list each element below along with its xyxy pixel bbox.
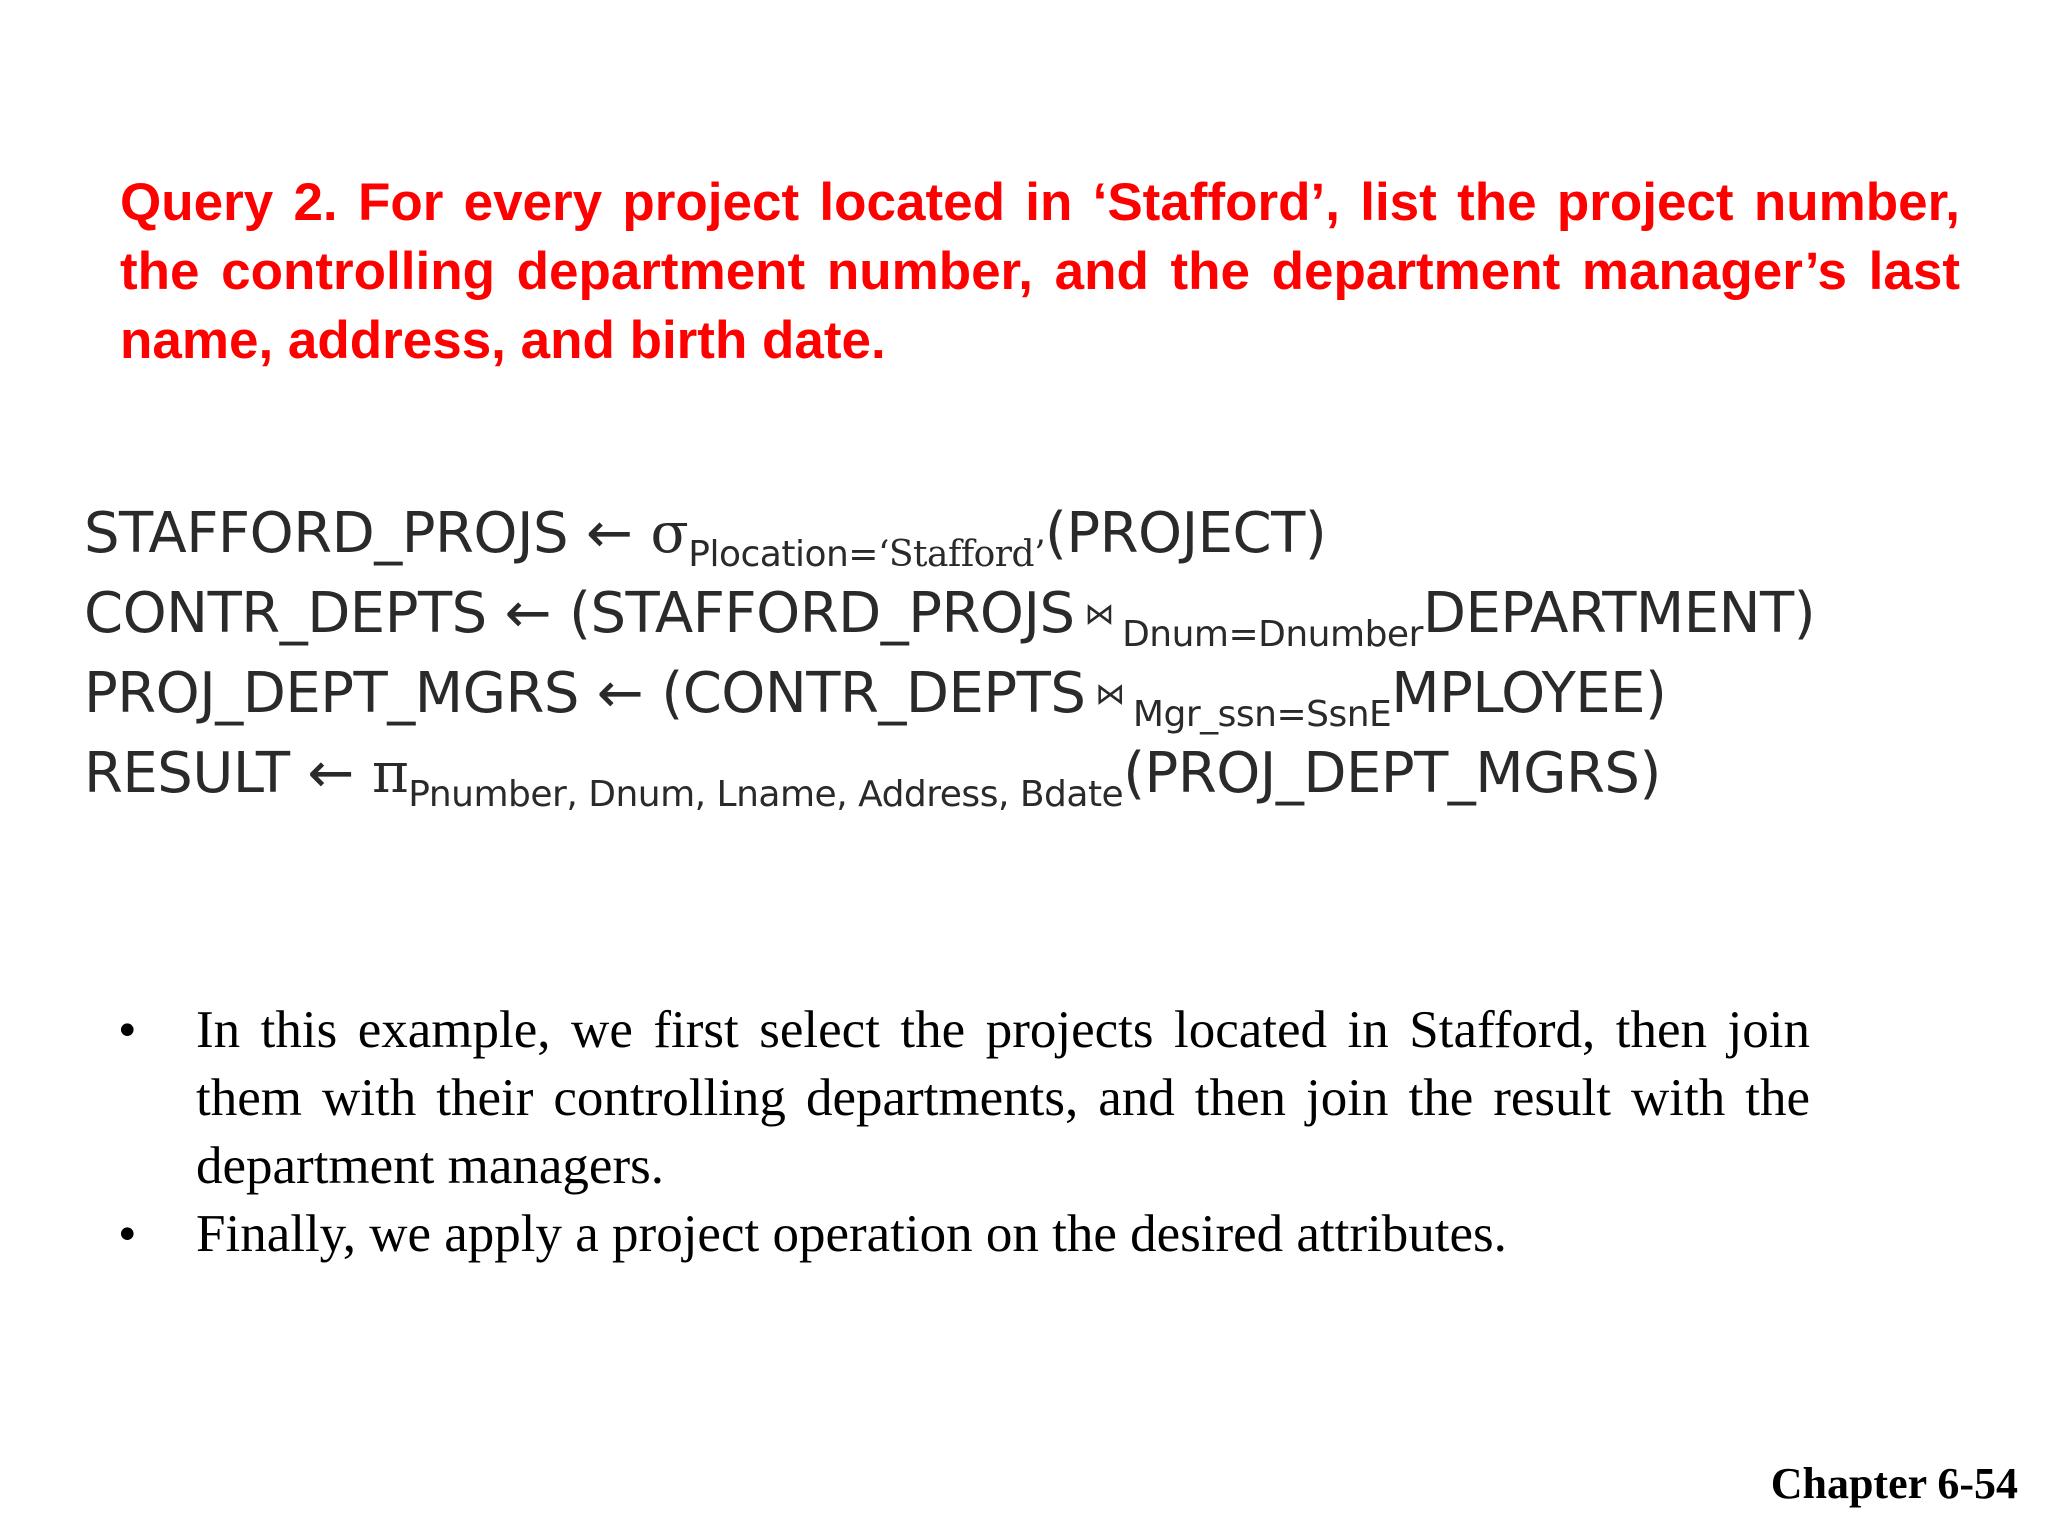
join-condition: Mgr_ssn=SsnE bbox=[1132, 694, 1392, 735]
assign-arrow: ← bbox=[307, 741, 354, 806]
list-item bbox=[110, 996, 1810, 1200]
chapter-page-label: Chapter 6-54 bbox=[1770, 1459, 2018, 1508]
join-condition: Dnum=Dnumber bbox=[1122, 614, 1423, 655]
assign-arrow: ← bbox=[596, 661, 644, 726]
bullet-icon: • bbox=[118, 1001, 137, 1059]
right-operand: MPLOYEE) bbox=[1391, 661, 1667, 726]
algebra-line-result bbox=[84, 734, 1661, 814]
join-symbol: ⋈ bbox=[1095, 677, 1125, 712]
select-condition-attribute: Plocation= bbox=[688, 534, 878, 575]
select-condition-value: ‘Stafford’ bbox=[877, 534, 1046, 575]
rhs-relation: (PROJ_DEPT_MGRS) bbox=[1123, 741, 1661, 806]
rhs-relation: (PROJECT) bbox=[1045, 501, 1327, 566]
bullet-icon: • bbox=[118, 1205, 137, 1263]
algebra-line-proj-dept-mgrs bbox=[84, 654, 1666, 734]
list-item-text: In this example, we first select the projects located in Stafford, then join them with their controlling departments, and then join the result with the department managers. bbox=[196, 1001, 1810, 1195]
projection-attributes: Pnumber, Dnum, Lname, Address, Bdate bbox=[408, 774, 1124, 815]
lhs-relation: PROJ_DEPT_MGRS bbox=[84, 661, 579, 726]
assign-arrow: ← bbox=[586, 501, 633, 566]
lhs-relation: CONTR_DEPTS bbox=[84, 581, 487, 646]
lhs-relation: RESULT bbox=[84, 741, 290, 806]
query-heading: Query 2. For every project located in ‘Stafford’, list the project number, the controlling department number, and the department manager’s last name, address, and birth date. bbox=[120, 173, 1960, 370]
select-condition bbox=[688, 534, 1045, 575]
algebra-line-stafford-projs bbox=[84, 494, 1326, 574]
lhs-relation: STAFFORD_PROJS bbox=[84, 501, 569, 566]
left-operand: (CONTR_DEPTS bbox=[661, 661, 1086, 726]
list-item bbox=[110, 1200, 1810, 1268]
algebra-line-contr-depts bbox=[84, 574, 1815, 654]
left-operand: (STAFFORD_PROJS bbox=[569, 581, 1075, 646]
right-operand: DEPARTMENT) bbox=[1422, 581, 1816, 646]
select-operator: σ bbox=[650, 501, 689, 566]
list-item-text: Finally, we apply a project operation on the desired attributes. bbox=[196, 1205, 1507, 1263]
assign-arrow: ← bbox=[504, 581, 552, 646]
join-symbol: ⋈ bbox=[1084, 597, 1115, 632]
project-operator: π bbox=[371, 741, 409, 806]
explanation-list bbox=[110, 996, 1810, 1268]
